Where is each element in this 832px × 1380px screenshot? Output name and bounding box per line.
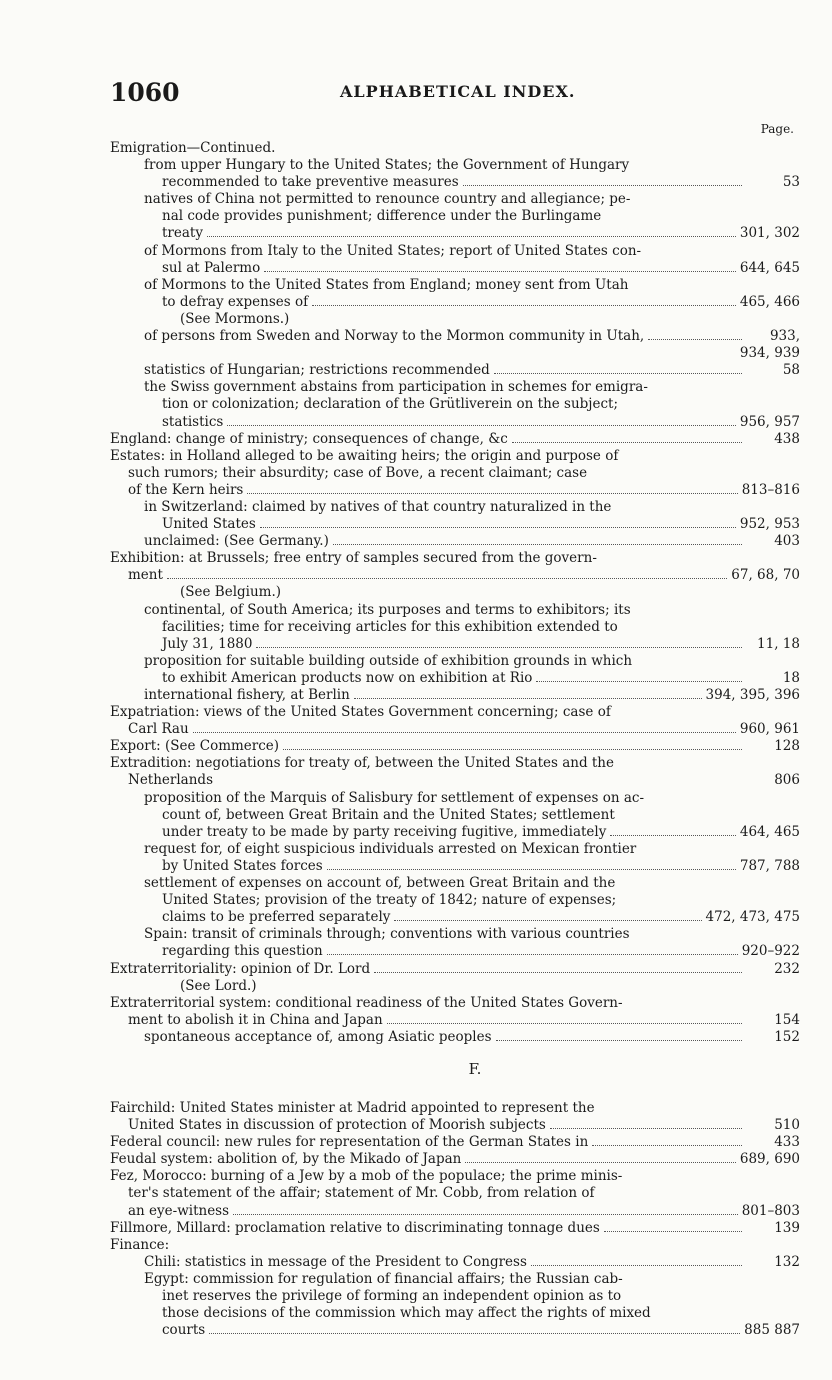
- index-entry: [110, 602, 800, 653]
- dot-leader: [494, 373, 742, 374]
- entry-first-line: of Mormons to the United States from England; money sent from Utah: [144, 276, 629, 293]
- page-ref: 952, 953: [739, 516, 800, 533]
- index-entry: [110, 1237, 800, 1254]
- index-entry: [110, 550, 800, 584]
- dot-leader: [374, 972, 742, 973]
- index-entry: [110, 1151, 800, 1168]
- index-entry: [110, 1220, 800, 1237]
- dot-leader: [283, 749, 742, 750]
- dot-leader: [387, 1023, 742, 1024]
- entry-first-line: natives of China not permitted to renounce country and allegiance; pe-: [144, 191, 631, 208]
- entry-first-line: proposition of the Marquis of Salisbury for settlement of expenses on ac-: [144, 789, 645, 806]
- page-ref: 813–816: [741, 481, 800, 498]
- index-body: [110, 140, 800, 1339]
- page-ref: 438: [774, 430, 800, 447]
- dot-leader: [227, 425, 736, 426]
- page-ref: 433: [774, 1134, 800, 1151]
- page-ref: 801–803: [741, 1202, 800, 1219]
- entry-text: ment: [128, 567, 163, 584]
- dot-leader: [536, 681, 742, 682]
- page-ref: 956, 957: [739, 413, 800, 430]
- page-ref: 920–922: [741, 943, 800, 960]
- index-entry: [110, 362, 800, 379]
- page-ref: 510: [774, 1117, 800, 1134]
- entry-last-line: [110, 721, 800, 738]
- index-entry: [110, 1254, 800, 1271]
- index-entry: [110, 191, 800, 242]
- page-ref: 11, 18: [757, 635, 800, 652]
- page-ref: 301, 302: [739, 225, 800, 242]
- entry-first-line: continental, of South America; its purposes and terms to exhibitors; its: [144, 601, 631, 618]
- entry-first-line: Fairchild: United States minister at Madrid appointed to represent the: [110, 1099, 595, 1116]
- page-ref: 403: [774, 533, 800, 550]
- entry-continuation: nal code provides punishment; difference under the Burlingame: [162, 208, 602, 225]
- entry-last-line: [110, 260, 800, 277]
- page-ref: 139: [774, 1219, 800, 1236]
- index-entry: [110, 157, 800, 191]
- page-ref: 53: [782, 174, 800, 191]
- page-ref: 689, 690: [739, 1151, 800, 1168]
- dot-leader: [193, 732, 736, 733]
- entry-first-line: Spain: transit of criminals through; conventions with various countries: [144, 926, 630, 943]
- entry-first-line: request for, of eight suspicious individuals arrested on Mexican frontier: [144, 840, 637, 857]
- page-ref: 885 887: [744, 1322, 800, 1339]
- entry-first-line: Fez, Morocco: burning of a Jew by a mob of the populace; the prime minis-: [110, 1168, 623, 1185]
- index-entry: [110, 926, 800, 960]
- section-letter: F.: [468, 1059, 482, 1078]
- dot-leader: [512, 442, 742, 443]
- index-entry: [110, 1134, 800, 1151]
- entry-line: [110, 431, 800, 448]
- page-number: 1060: [110, 78, 180, 107]
- entry-last-line: [110, 1117, 800, 1134]
- entry-last-line: [110, 294, 800, 311]
- dot-leader: [327, 869, 736, 870]
- dot-leader: [463, 185, 742, 186]
- entry-text: United States in discussion of protection of Moorish subjects: [128, 1117, 546, 1134]
- entry-text: under treaty to be made by party receiving fugitive, immediately: [162, 823, 607, 840]
- entry-line: [110, 1151, 800, 1168]
- entry-first-line: of Mormons from Italy to the United States; report of United States con-: [144, 242, 642, 259]
- entry-text: statistics of Hungarian; restrictions recommended: [144, 362, 490, 379]
- index-entry: [110, 584, 800, 601]
- page-ref: 472, 473, 475: [705, 909, 800, 926]
- page-ref: 152: [774, 1028, 800, 1045]
- entry-line: [110, 1220, 800, 1237]
- entry-last-line: [110, 909, 800, 926]
- entry-first-line: Expatriation: views of the United States Government concerning; case of: [110, 704, 611, 721]
- entry-continuation: inet reserves the privilege of forming an independent opinion as to: [162, 1288, 622, 1304]
- entry-heading: Finance:: [110, 1236, 170, 1253]
- entry-text: Extraterritoriality: opinion of Dr. Lord: [110, 960, 371, 977]
- index-entry: [110, 961, 800, 978]
- dot-leader: [496, 1040, 742, 1041]
- entry-text: unclaimed: (See Germany.): [144, 533, 329, 550]
- entry-text: sul at Palermo: [162, 259, 261, 276]
- page-ref: 18: [782, 669, 800, 686]
- dot-leader: [233, 1214, 738, 1215]
- entry-text: courts: [162, 1322, 206, 1339]
- entry-first-line: the Swiss government abstains from participation in schemes for emigra-: [144, 379, 648, 396]
- entry-first-line: settlement of expenses on account of, between Great Britain and the: [144, 875, 616, 892]
- index-entry: [110, 738, 800, 755]
- index-entry: [110, 755, 800, 789]
- entry-continuation: facilities; time for receiving articles for this exhibition extended to: [162, 618, 618, 635]
- entry-first-line: Extraterritorial system: conditional readiness of the United States Govern-: [110, 994, 623, 1011]
- entry-last-line: [110, 1322, 800, 1339]
- entry-text: Export: (See Commerce): [110, 738, 280, 755]
- index-entry: [110, 704, 800, 738]
- index-entry: [110, 978, 800, 995]
- entry-last-line: [110, 225, 800, 242]
- entry-continuation: count of, between Great Britain and the United States; settlement: [162, 806, 615, 823]
- index-entry: [110, 875, 800, 926]
- entry-last-line: [110, 943, 800, 960]
- entry-line: [110, 362, 800, 379]
- page-ref: 67, 68, 70: [731, 567, 800, 584]
- dot-leader: [260, 527, 736, 528]
- entry-first-line: Egypt: commission for regulation of financial affairs; the Russian cab-: [144, 1270, 623, 1287]
- entry-text: of persons from Sweden and Norway to the Mormon community in Utah,: [144, 328, 645, 345]
- see-reference: (See Lord.): [180, 977, 257, 994]
- entry-last-line: [110, 670, 800, 687]
- entry-text: treaty: [162, 225, 203, 242]
- entry-first-line: from upper Hungary to the United States; the Government of Hungary: [144, 157, 630, 174]
- entry-heading: Emigration—Continued.: [110, 140, 276, 156]
- entry-last-line: [110, 482, 800, 499]
- page-ref: 464, 465: [739, 823, 800, 840]
- entry-text: Chili: statistics in message of the President to Congress: [144, 1253, 527, 1270]
- entry-text: ment to abolish it in China and Japan: [128, 1011, 383, 1028]
- dot-leader: [592, 1145, 742, 1146]
- index-entry: [110, 653, 800, 687]
- entry-line: [110, 1254, 800, 1271]
- index-entry: [110, 448, 800, 499]
- entry-text: by United States forces: [162, 857, 323, 874]
- dot-leader: [531, 1265, 742, 1266]
- entry-text: claims to be preferred separately: [162, 909, 391, 926]
- entry-last-line: [110, 1203, 800, 1220]
- page-ref: 806: [774, 772, 800, 789]
- index-entry: [110, 499, 800, 533]
- index-entry: [110, 311, 800, 328]
- entry-text: Carl Rau: [128, 721, 189, 738]
- entry-line: [110, 533, 800, 550]
- entry-line: [110, 961, 800, 978]
- entry-text: to exhibit American products now on exhibition at Rio: [162, 669, 533, 686]
- entry-last-line: [110, 772, 800, 789]
- entry-last-line: [110, 414, 800, 431]
- entry-text: international fishery, at Berlin: [144, 687, 350, 703]
- index-section-f: [110, 1100, 800, 1339]
- dot-leader: [333, 544, 742, 545]
- entry-first-line: in Switzerland: claimed by natives of that country naturalized in the: [144, 498, 612, 515]
- entry-line: [110, 1134, 800, 1151]
- entry-last-line: [110, 174, 800, 191]
- entry-last-line: [110, 1012, 800, 1029]
- index-entry: [110, 1100, 800, 1134]
- entry-text: Feudal system: abolition of, by the Mikado of Japan: [110, 1151, 462, 1168]
- index-section-e: [110, 140, 800, 1046]
- entry-last-line: [110, 567, 800, 584]
- entry-first-line: proposition for suitable building outside of exhibition grounds in which: [144, 652, 633, 669]
- entry-continuation: ter's statement of the affair; statement of Mr. Cobb, from relation of: [128, 1185, 595, 1202]
- page-ref: 787, 788: [739, 857, 800, 874]
- entry-text: to defray expenses of: [162, 293, 309, 310]
- see-reference: (See Belgium.): [180, 584, 282, 601]
- page-ref: 128: [774, 738, 800, 755]
- dot-leader: [209, 1333, 740, 1334]
- entry-last-line: [110, 516, 800, 533]
- index-entry: [110, 533, 800, 550]
- entry-first-line: Estates: in Holland alleged to be awaiting heirs; the origin and purpose of: [110, 447, 619, 464]
- entry-text: Fillmore, Millard: proclamation relative to discriminating tonnage dues: [110, 1219, 600, 1236]
- dot-leader: [648, 339, 742, 340]
- page-ref: 132: [774, 1253, 800, 1270]
- page-ref: 394, 395, 396: [705, 687, 800, 703]
- index-entry: [110, 1029, 800, 1046]
- dot-leader: [264, 271, 736, 272]
- entry-text: an eye-witness: [128, 1202, 230, 1219]
- page-ref: 154: [774, 1011, 800, 1028]
- entry-text: statistics: [162, 413, 224, 430]
- index-entry: [110, 1168, 800, 1219]
- entry-text: July 31, 1880: [162, 635, 253, 652]
- page-column-label: Page.: [760, 122, 794, 136]
- entry-continuation: such rumors; their absurdity; case of Bove, a recent claimant; case: [128, 464, 588, 481]
- entry-continuation: tion or colonization; declaration of the Grütliverein on the subject;: [162, 396, 619, 413]
- index-entry: [110, 140, 800, 157]
- see-reference: (See Mormons.): [180, 310, 290, 327]
- dot-leader: [610, 835, 736, 836]
- dot-leader: [312, 305, 736, 306]
- page-ref: 58: [782, 362, 800, 379]
- entry-text: Federal council: new rules for representation of the German States in: [110, 1134, 589, 1151]
- entry-last-line: [110, 636, 800, 653]
- index-entry: [110, 790, 800, 841]
- index-entry: [110, 687, 800, 704]
- page-ref: 644, 645: [739, 259, 800, 276]
- page-ref: 232: [774, 960, 800, 977]
- entry-last-line: [110, 824, 800, 841]
- entry-last-line: [110, 858, 800, 875]
- dot-leader: [550, 1128, 742, 1129]
- entry-continuation: those decisions of the commission which may affect the rights of mixed: [162, 1305, 651, 1322]
- dot-leader: [207, 236, 736, 237]
- page-ref: 960, 961: [739, 721, 800, 738]
- index-entry: [110, 1271, 800, 1339]
- entry-first-line: Exhibition: at Brussels; free entry of samples secured from the govern-: [110, 550, 597, 567]
- page-header: [110, 78, 800, 108]
- index-entry: [110, 277, 800, 311]
- page-ref: 933,: [769, 328, 800, 345]
- entry-text: recommended to take preventive measures: [162, 174, 459, 191]
- entry-text: spontaneous acceptance of, among Asiatic peoples: [144, 1028, 492, 1045]
- index-entry: [110, 243, 800, 277]
- entry-text: Netherlands: [128, 772, 213, 789]
- dot-leader: [465, 1162, 736, 1163]
- dot-leader: [354, 698, 702, 699]
- entry-continuation: United States; provision of the treaty of 1842; nature of expenses;: [162, 892, 617, 909]
- page-ref: 465, 466: [739, 293, 800, 310]
- entry-line: [110, 738, 800, 755]
- dot-leader: [167, 578, 727, 579]
- index-entry: [110, 431, 800, 448]
- dot-leader: [394, 920, 701, 921]
- entry-line: [110, 687, 800, 704]
- index-entry: [110, 841, 800, 875]
- index-entry: [110, 995, 800, 1029]
- dot-leader: [327, 954, 738, 955]
- entry-first-line: Extradition: negotiations for treaty of, between the United States and the: [110, 755, 614, 772]
- dot-leader: [604, 1231, 742, 1232]
- entry-line: [110, 328, 800, 345]
- dot-leader: [256, 647, 742, 648]
- page-ref: 934, 939: [739, 345, 800, 362]
- index-entry: [110, 379, 800, 430]
- entry-text: regarding this question: [162, 943, 323, 960]
- dot-leader: [247, 493, 737, 494]
- entry-text: England: change of ministry; consequences of change, &c: [110, 430, 508, 447]
- running-title: ALPHABETICAL INDEX.: [340, 82, 576, 101]
- entry-text: United States: [162, 516, 256, 533]
- index-entry: [110, 328, 800, 362]
- entry-line: [110, 1029, 800, 1046]
- entry-text: of the Kern heirs: [128, 481, 244, 498]
